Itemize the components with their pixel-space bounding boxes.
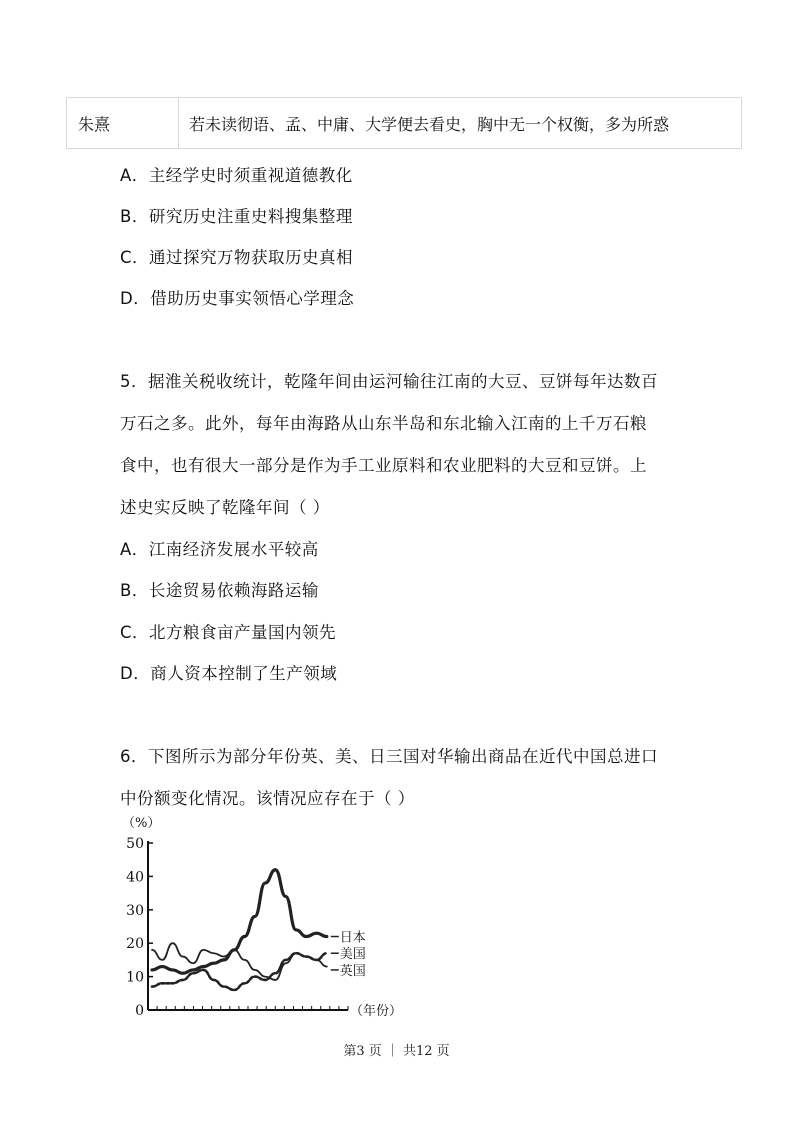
- series-line-0: [152, 870, 327, 974]
- y-tick-label: 10: [126, 969, 144, 986]
- trade-share-chart: [118, 815, 418, 1020]
- quote-table: [66, 97, 742, 149]
- table-quote-cell: 若未读彻语、孟、中庸、大学便去看史，胸中无一个权衡，多为所惑: [189, 114, 670, 134]
- series-line-2: [152, 943, 327, 980]
- q6-stem-line: 中份额变化情况。该情况应存在于（ ）: [120, 789, 415, 808]
- q4-option-c: C．通过探究万物获取历史真相: [120, 248, 354, 267]
- q5-stem-line: 食中，也有很大一部分是作为手工业原料和农业肥料的大豆和豆饼。上: [120, 456, 647, 475]
- y-tick-label: 20: [126, 936, 144, 953]
- table-name-cell: 朱熹: [67, 98, 179, 148]
- series-label: 英国: [339, 963, 366, 979]
- q4-option-b: B．研究历史注重史料搜集整理: [120, 207, 353, 226]
- q4-option-d: D．借助历史事实领悟心学理念: [120, 289, 355, 308]
- series-label: 美国: [339, 947, 366, 963]
- q5-stem-line: 5．据淮关税收统计，乾隆年间由运河输往江南的大豆、豆饼每年达数百: [120, 372, 658, 391]
- q4-option-a: A．主经学史时须重视道德教化: [120, 166, 353, 185]
- series-label: 日本: [339, 930, 366, 946]
- y-axis-label: （%）: [122, 816, 161, 831]
- y-tick-label: 50: [126, 836, 144, 852]
- q5-option-c: C．北方粮食亩产量国内领先: [120, 623, 337, 642]
- q6-stem-line: 6．下图所示为部分年份英、美、日三国对华输出商品在近代中国总进口: [120, 747, 658, 766]
- q5-stem-line: 万石之多。此外，每年由海路从山东半岛和东北输入江南的上千万石粮: [120, 414, 647, 433]
- q5-option-a: A．江南经济发展水平较高: [120, 540, 319, 559]
- y-tick-label: 40: [126, 869, 144, 886]
- page-footer: 第3 页 ｜ 共12 页: [343, 1044, 450, 1059]
- q5-option-b: B．长途贸易依赖海路运输: [120, 581, 319, 600]
- q5-stem-line: 述史实反映了乾隆年间（ ）: [120, 498, 330, 517]
- y-tick-label: 30: [126, 902, 144, 919]
- y-tick-label: 0: [135, 1003, 144, 1019]
- x-axis-label: （年份）: [350, 1004, 403, 1019]
- q5-option-d: D．商人资本控制了生产领域: [120, 664, 338, 683]
